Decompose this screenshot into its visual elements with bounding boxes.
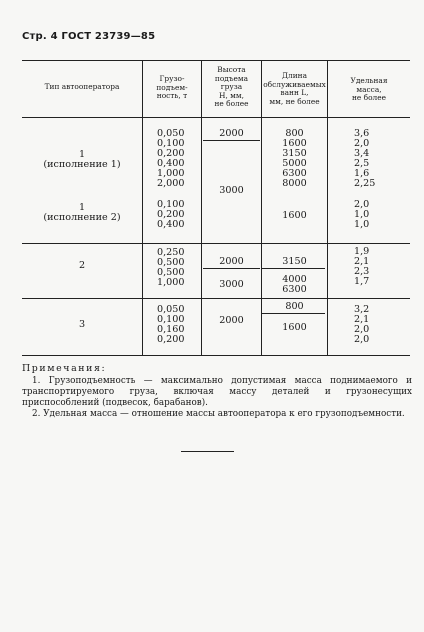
capacity-value: 0,100 (157, 138, 185, 149)
length-value: 3150 (282, 148, 307, 159)
length-value: 8000 (282, 178, 307, 189)
capacity-value: 1,000 (157, 277, 185, 288)
capacity-value: 0,250 (157, 247, 185, 258)
length-value: 1600 (282, 138, 307, 149)
notes-title: Примечания: (22, 363, 107, 374)
specific-mass-value: 2,0 (354, 138, 370, 149)
specific-mass-value: 2,5 (354, 158, 370, 169)
length-value: 800 (285, 301, 304, 312)
capacity-value: 0,160 (157, 324, 185, 335)
capacity-value: 0,100 (157, 199, 185, 210)
type-cell: 3 (78, 319, 86, 330)
capacity-value: 0,200 (157, 209, 185, 220)
length-value: 5000 (282, 158, 307, 169)
specific-mass-value: 1,0 (354, 219, 370, 230)
specific-mass-value: 1,9 (354, 246, 370, 257)
specific-mass-value: 1,7 (354, 276, 370, 287)
capacity-value: 0,200 (157, 148, 185, 159)
capacity-value: 2,000 (157, 178, 185, 189)
capacity-value: 0,050 (157, 304, 185, 315)
type-cell-variant: (исполнение 1) (43, 159, 121, 170)
specific-mass-value: 2,25 (354, 178, 376, 189)
type-cell: 1 (78, 149, 86, 160)
specific-mass-value: 2,0 (354, 199, 370, 210)
specific-mass-value: 1,6 (354, 168, 370, 179)
specific-mass-value: 3,4 (354, 148, 370, 159)
specific-mass-value: 3,2 (354, 304, 370, 315)
capacity-value: 0,400 (157, 219, 185, 230)
capacity-value: 0,500 (157, 257, 185, 268)
length-value: 1600 (282, 210, 307, 221)
specific-mass-value: 2,1 (354, 256, 370, 267)
type-cell: 2 (78, 260, 86, 271)
note-1: 1. Грузоподъемность — максимально допустимая масса поднимаемого и транспортируемого груза, включая массу деталей и грузонесущих приспособлений (подвесок, барабанов). (22, 376, 412, 408)
height-value: 2000 (219, 315, 244, 326)
header-capacity: Грузо- подъем- ность, т (156, 74, 188, 101)
capacity-value: 0,500 (157, 267, 185, 278)
length-value: 800 (285, 128, 304, 139)
length-value: 4000 (282, 274, 307, 285)
capacity-value: 0,100 (157, 314, 185, 325)
height-value: 2000 (219, 256, 244, 267)
specific-mass-value: 3,6 (354, 128, 370, 139)
length-value: 6300 (282, 168, 307, 179)
height-value: 3000 (219, 279, 244, 290)
specific-mass-value: 2,0 (354, 324, 370, 335)
height-value: 2000 (219, 128, 244, 139)
capacity-value: 1,000 (157, 168, 185, 179)
capacity-value: 0,400 (157, 158, 185, 169)
end-rule (181, 451, 234, 452)
length-value: 3150 (282, 256, 307, 267)
header-specific-mass: Удельная масса, не более (350, 76, 388, 103)
type-cell-variant: (исполнение 2) (43, 212, 121, 223)
height-value: 3000 (219, 185, 244, 196)
specific-mass-value: 2,0 (354, 334, 370, 345)
specific-mass-value: 1,0 (354, 209, 370, 220)
length-value: 1600 (282, 322, 307, 333)
capacity-value: 0,200 (157, 334, 185, 345)
type-cell: 1 (78, 202, 86, 213)
specific-mass-value: 2,3 (354, 266, 370, 277)
length-value: 6300 (282, 284, 307, 295)
specific-mass-value: 2,1 (354, 314, 370, 325)
header-length: Длина обслуживаемых ванн L, мм, не более (263, 71, 326, 106)
note-2: 2. Удельная масса — отношение массы автооператора к его грузоподъемности. (32, 409, 405, 419)
header-type: Тип автооператора (44, 82, 120, 91)
header-height: Высота подъема груза H, мм, не более (214, 65, 249, 109)
capacity-value: 0,050 (157, 128, 185, 139)
page-header: Стр. 4 ГОСТ 23739—85 (22, 31, 156, 42)
